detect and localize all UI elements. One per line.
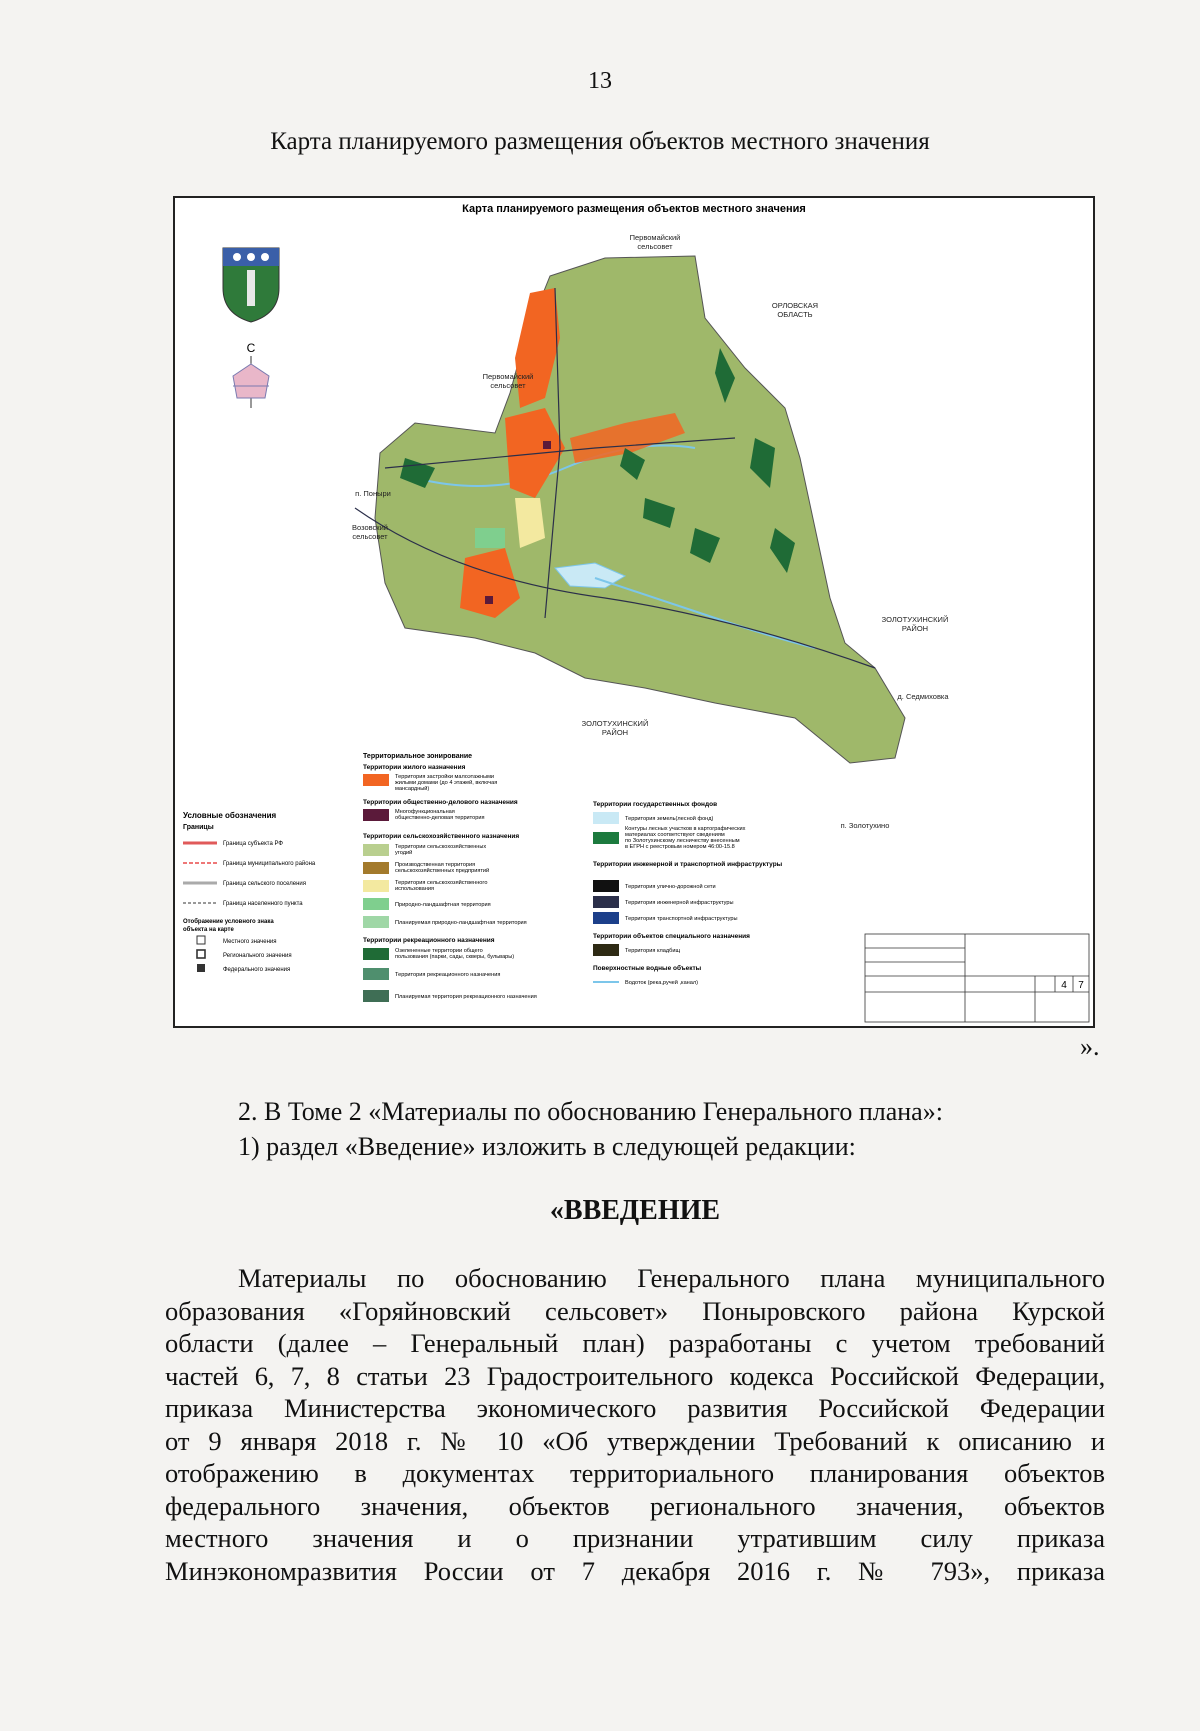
svg-text:Территориальное зонирование: Территориальное зонирование xyxy=(363,753,473,760)
svg-text:Территории общественно-деловог: Территории общественно-делового назначения xyxy=(363,799,518,806)
svg-text:пользования (парки, сады, скве: пользования (парки, сады, скверы, бульвары) xyxy=(395,954,515,960)
svg-text:Территория застройки малоэтажн: Территория застройки малоэтажными xyxy=(395,774,495,780)
svg-text:Территория кладбищ: Территория кладбищ xyxy=(625,948,681,954)
svg-text:Отображение условного знака: Отображение условного знака xyxy=(183,919,274,925)
body-paragraph xyxy=(165,1262,1105,1587)
svg-text:ОБЛАСТЬ: ОБЛАСТЬ xyxy=(777,310,813,319)
svg-text:РАЙОН: РАЙОН xyxy=(601,728,629,737)
svg-text:сельскохозяйственных предприят: сельскохозяйственных предприятий xyxy=(395,868,490,874)
svg-text:Планируемая природно-ландшафтн: Планируемая природно-ландшафтная территория xyxy=(395,920,527,926)
svg-text:Территории сельскохозяйственны: Территории сельскохозяйственных xyxy=(395,844,487,850)
svg-text:Территория транспортной инфрас: Территория транспортной инфраструктуры xyxy=(625,916,738,922)
map-svg xyxy=(175,198,1093,1026)
legend-zoning xyxy=(363,753,783,1002)
svg-text:по Золотухинскому лесничеству: по Золотухинскому лесничеству внесенным xyxy=(625,838,740,844)
svg-text:ЗОЛОТУХИНСКИЙ: ЗОЛОТУХИНСКИЙ xyxy=(581,719,649,728)
item-2: 2. В Томе 2 «Материалы по обоснованию Генерального плана»: xyxy=(238,1097,943,1126)
paragraph-line: Материалы по обоснованию Генерального плана муниципального xyxy=(238,1263,1105,1293)
svg-text:Граница муниципального района: Граница муниципального района xyxy=(223,861,316,867)
paragraph-line: области (далее – Генеральный план) разработаны с учетом требований xyxy=(165,1328,1105,1358)
stamp-sheet: 4 xyxy=(1061,980,1067,991)
compass-icon xyxy=(233,356,269,408)
svg-text:в ЕГРН с реестровым номером 46: в ЕГРН с реестровым номером 46:00-15.8 xyxy=(625,844,735,850)
svg-text:Границы: Границы xyxy=(183,824,214,831)
svg-text:ОРЛОВСКАЯ: ОРЛОВСКАЯ xyxy=(771,301,819,310)
paragraph-line: местного значения и о признании утратившим силу приказа xyxy=(165,1523,1105,1553)
svg-text:Территория инженерной инфрастр: Территория инженерной инфраструктуры xyxy=(625,900,734,906)
item-2-1: 1) раздел «Введение» изложить в следующей редакции: xyxy=(238,1132,856,1161)
title-stamp xyxy=(865,934,1089,1022)
paragraph-line: федерального значения, объектов регионального значения, объектов xyxy=(165,1490,1105,1521)
svg-text:Условные обозначения: Условные обозначения xyxy=(183,811,277,820)
svg-text:Контуры лесных участков в карт: Контуры лесных участков в картографических xyxy=(625,826,746,832)
svg-text:угодий: угодий xyxy=(395,850,413,856)
svg-text:Производственная территория: Производственная территория xyxy=(395,862,476,868)
svg-text:Территории сельскохозяйственно: Территории сельскохозяйственного назначения xyxy=(363,833,520,840)
svg-text:п. Поныри: п. Поныри xyxy=(355,489,391,498)
page-number: 13 xyxy=(588,68,612,94)
svg-text:Граница субъекта РФ: Граница субъекта РФ xyxy=(223,841,283,847)
svg-text:Территория сельскохозяйственно: Территория сельскохозяйственного xyxy=(395,880,488,886)
svg-text:Территория улично-дорожной сет: Территория улично-дорожной сети xyxy=(625,884,716,890)
map-caption: Карта планируемого размещения объектов местного значения xyxy=(270,128,930,155)
svg-text:сельсовет: сельсовет xyxy=(490,381,526,390)
svg-text:Территория рекреационного назн: Территория рекреационного назначения xyxy=(395,972,501,978)
svg-text:РАЙОН: РАЙОН xyxy=(901,624,929,633)
svg-text:использования: использования xyxy=(395,886,434,892)
territory-area xyxy=(375,256,905,763)
paragraph-line: частей 6, 7, 8 статьи 23 Градостроительного кодекса Российской Федерации, xyxy=(165,1360,1105,1391)
svg-text:Территории государственных фон: Территории государственных фондов xyxy=(593,801,718,808)
svg-text:объекта на карте: объекта на карте xyxy=(183,927,234,933)
svg-text:жилыми домами (до 4 этажей, вк: жилыми домами (до 4 этажей, включая xyxy=(395,780,498,786)
svg-text:Водоток (река,ручей ,канал): Водоток (река,ручей ,канал) xyxy=(625,980,699,986)
map-title: Карта планируемого размещения объектов местного значения xyxy=(462,203,806,215)
closing-quote: ». xyxy=(1080,1032,1100,1061)
svg-text:Возовский: Возовский xyxy=(352,523,388,532)
svg-text:Поверхностные водные объекты: Поверхностные водные объекты xyxy=(593,965,702,972)
svg-text:Регионального значения: Регионального значения xyxy=(223,953,292,959)
svg-text:Граница населенного пункта: Граница населенного пункта xyxy=(223,901,303,907)
paragraph-line: от 9 января 2018 г. № 10 «Об утверждении Требований к описанию и xyxy=(165,1425,1105,1456)
legend-borders xyxy=(183,811,316,973)
svg-text:Территории инженерной и трансп: Территории инженерной и транспортной инфраструктуры xyxy=(593,861,783,868)
svg-text:Первомайский: Первомайский xyxy=(629,233,681,242)
coat-of-arms-icon xyxy=(223,248,279,322)
paragraph-line: приказа Министерства экономического развития Российской Федерации xyxy=(165,1393,1105,1423)
svg-text:Граница сельского поселения: Граница сельского поселения xyxy=(223,881,307,887)
svg-text:Территории жилого назначения: Территории жилого назначения xyxy=(363,764,466,771)
svg-text:Первомайский: Первомайский xyxy=(482,372,534,381)
stamp-sheets: 7 xyxy=(1078,980,1084,991)
svg-text:п. Золотухино: п. Золотухино xyxy=(840,821,890,830)
north-label: С xyxy=(246,341,256,355)
svg-text:Озелененные территории общего: Озелененные территории общего xyxy=(395,948,483,954)
svg-text:д. Седмиховка: д. Седмиховка xyxy=(897,692,949,701)
svg-text:Территории объектов специально: Территории объектов специального назначения xyxy=(593,933,750,940)
svg-text:Местного значения: Местного значения xyxy=(223,939,277,945)
paragraph-line: отображению в документах территориального планирования объектов xyxy=(165,1458,1105,1488)
map-figure xyxy=(173,196,1095,1028)
section-heading: «ВВЕДЕНИЕ xyxy=(549,1195,721,1226)
svg-text:Территории рекреационного назн: Территории рекреационного назначения xyxy=(363,937,495,944)
svg-text:Федерального значения: Федерального значения xyxy=(223,967,291,973)
svg-text:Территория земель(лесной фонд): Территория земель(лесной фонд) xyxy=(625,816,714,822)
paragraph-line: Минэкономразвития России от 7 декабря 2016 г. № 793», приказа xyxy=(165,1555,1105,1586)
svg-text:общественно-деловая территория: общественно-деловая территория xyxy=(395,815,485,821)
svg-text:мансардный): мансардный) xyxy=(395,786,430,792)
svg-text:сельсовет: сельсовет xyxy=(637,242,673,251)
paragraph-line: образования «Горяйновский сельсовет» Поныровского района Курской xyxy=(165,1295,1105,1326)
svg-text:сельсовет: сельсовет xyxy=(352,532,388,541)
svg-text:Планируемая территория рекреац: Планируемая территория рекреационного назначения xyxy=(395,994,537,1000)
svg-text:ЗОЛОТУХИНСКИЙ: ЗОЛОТУХИНСКИЙ xyxy=(881,615,949,624)
svg-text:материалах соответствуют сведе: материалах соответствуют сведениям xyxy=(625,832,725,838)
svg-text:Природно-ландшафтная территори: Природно-ландшафтная территория xyxy=(395,902,491,908)
svg-text:Многофункциональная: Многофункциональная xyxy=(395,809,455,815)
